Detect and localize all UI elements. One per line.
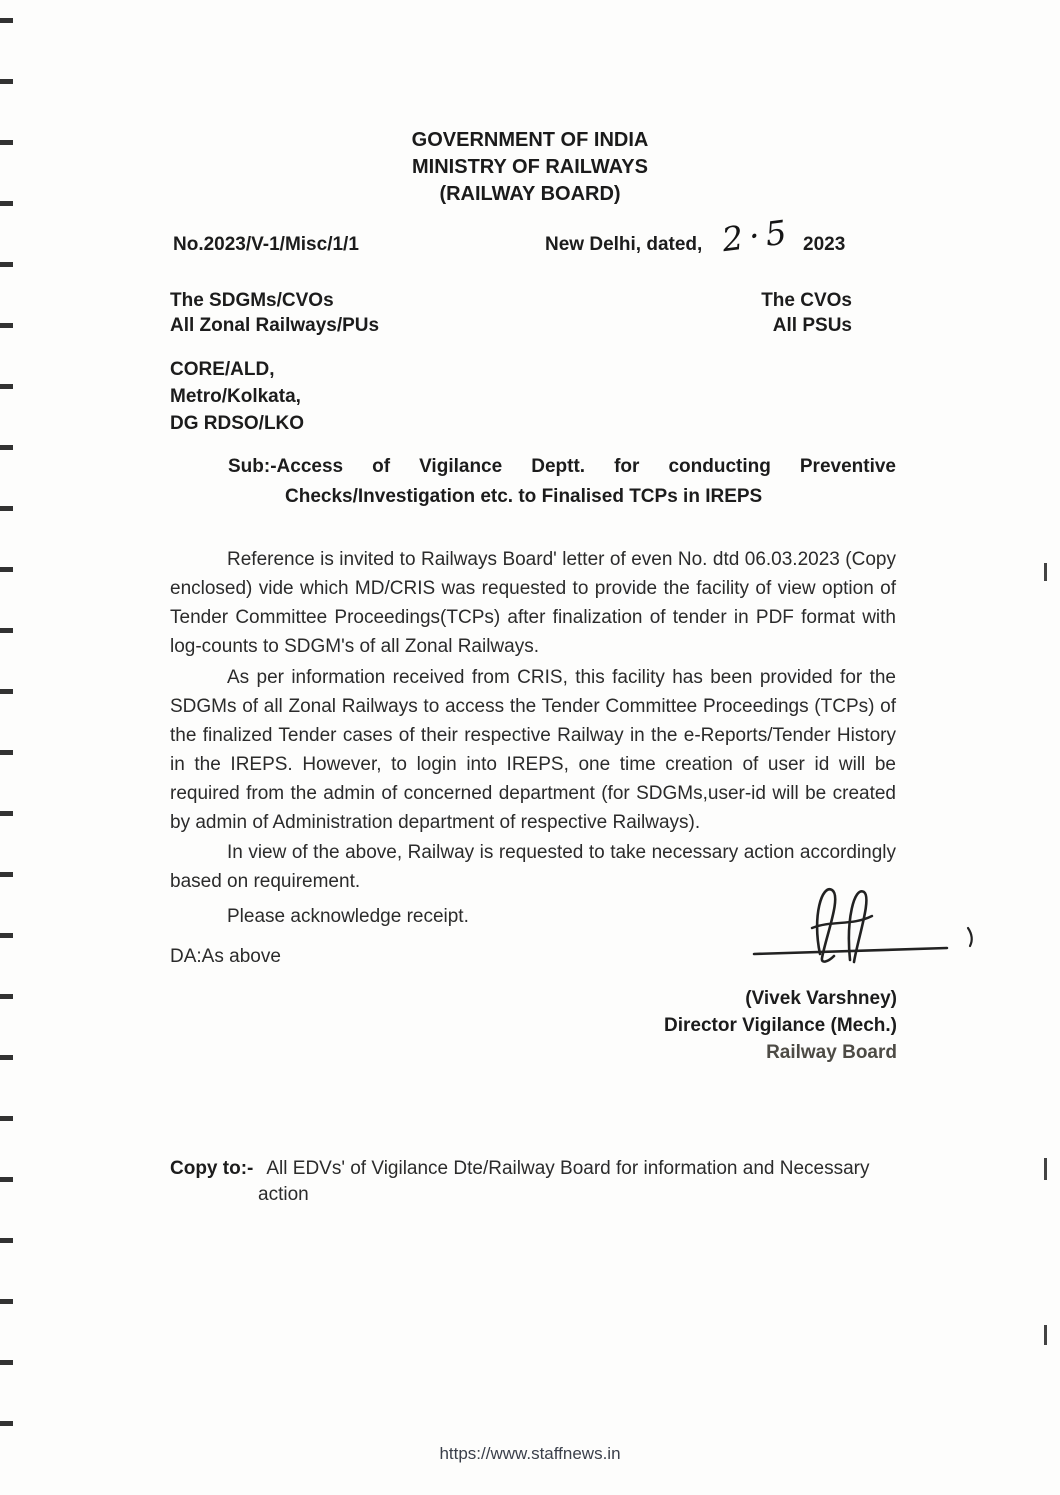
body-paragraph-3: In view of the above, Railway is requested to take necessary action accordingly based on requirement. [170,842,896,892]
letterhead [0,127,1060,208]
addressee-line: All PSUs [772,315,852,336]
addressee-left-block [170,288,379,338]
subject-block [228,452,896,512]
addressee-line: All Zonal Railways/PUs [170,315,380,336]
enclosure-line: DA:As above [170,946,281,967]
source-url: https://www.staffnews.in [439,1444,621,1463]
body-paragraph-4: Please acknowledge receipt. [227,906,469,927]
addressee-line: DG RDSO/LKO [170,413,305,434]
addressee-line: The CVOs [761,290,852,311]
signatory-designation: Director Vigilance (Mech.) [664,1015,897,1036]
letterhead-govt-line: GOVERNMENT OF INDIA [411,129,649,151]
addressee-line: Metro/Kolkata, [170,386,301,407]
scan-artifact-mark [1044,1325,1047,1345]
scan-artifact-mark [1044,563,1047,581]
body-paragraph-2: As per information received from CRIS, this facility has been provided for the SDGMs of all Zonal Railways to access the Tender Committee Proceedings (TCPs) of the finalized Tender cases of their respective Railway in the e-Reports/Tender History in the IREPS. However, to login into IREPS, one time creation of user id will be required from the admin of concerned department (for SDGMs,user-id will be created by admin of Administration department of respective Railways). [170,667,896,833]
signatory-name: (Vivek Varshney) [745,988,897,1009]
subject-line: Checks/Investigation etc. to Finalised TCPs in IREPS [285,486,763,507]
signatory-office: Railway Board [766,1042,897,1063]
addressee-right-block [761,288,852,338]
body-paragraph-1: Reference is invited to Railways Board' letter of even No. dtd 06.03.2023 (Copy enclosed) vide which MD/CRIS was requested to provide the facility of view option of Tender Committee Proceedings(TCPs) after finalization of tender in PDF format with log-counts to SDGM's of all Zonal Railways. [170,549,896,657]
subject-line: Sub:-Access of Vigilance Deptt. for conducting Preventive [228,456,896,477]
copy-to-block [170,1158,869,1206]
copy-to-text-continued: action [258,1184,309,1205]
copy-to-label: Copy to:- [170,1158,254,1179]
scan-artifact-left-edge [0,18,13,1482]
letterhead-board-line: (RAILWAY BOARD) [439,183,621,205]
signatory-block [664,985,897,1066]
addressee-other-block [170,356,304,437]
handwritten-date: 2·5 [719,211,795,260]
file-number: No.2023/V-1/Misc/1/1 [173,234,359,255]
dateline-label: New Delhi, dated, [545,234,703,255]
addressee-line: CORE/ALD, [170,359,275,380]
scan-artifact-mark [1044,1158,1047,1180]
copy-to-text: All EDVs' of Vigilance Dte/Railway Board for information and Necessary [266,1158,870,1179]
dateline-year: 2023 [803,234,846,255]
addressee-line: The SDGMs/CVOs [170,290,334,311]
signature-scribble [742,876,992,971]
letterhead-ministry-line: MINISTRY OF RAILWAYS [412,156,648,178]
